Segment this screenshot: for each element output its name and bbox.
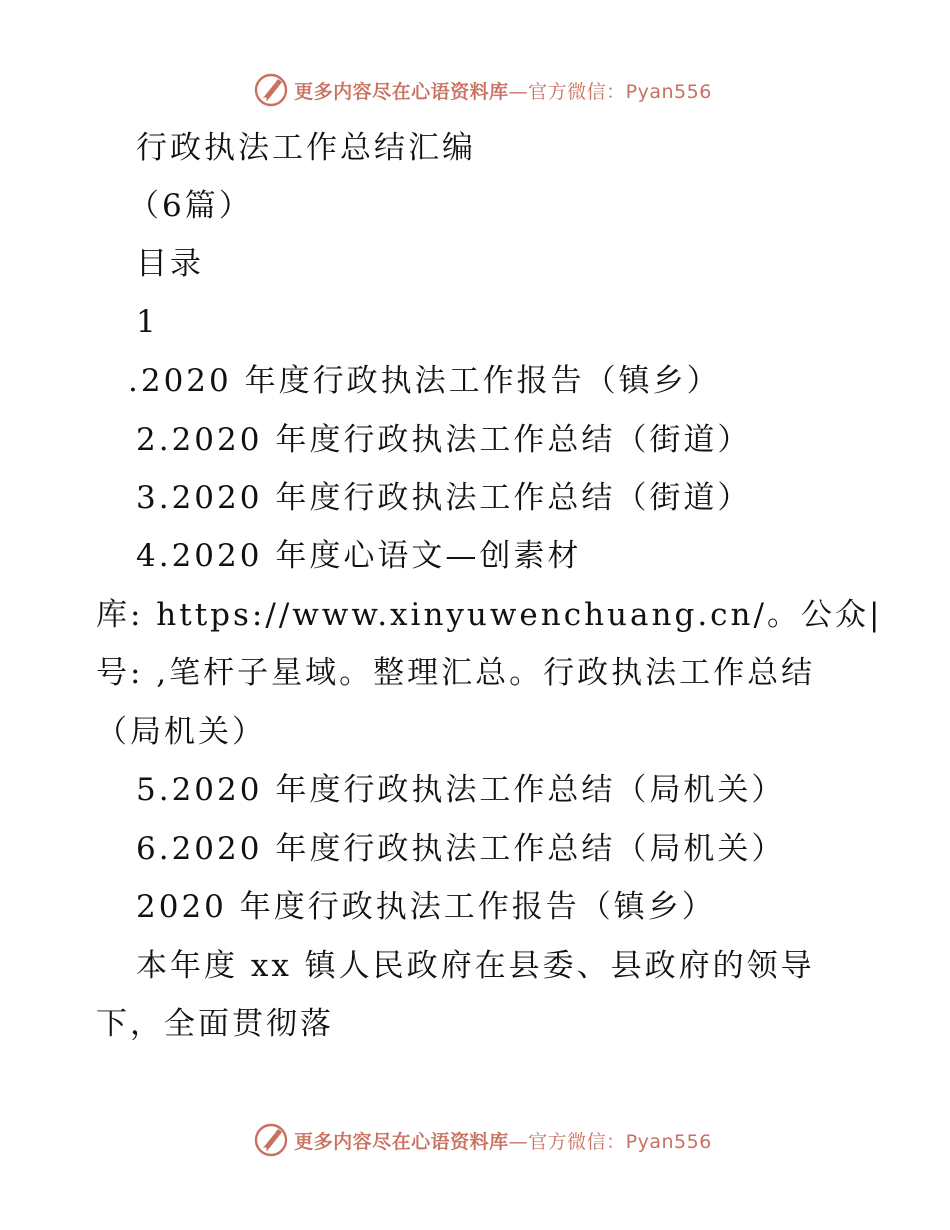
- banner-wechat-text: 官方微信：Pyan556: [528, 80, 712, 103]
- footer-banner: [0, 1120, 950, 1160]
- banner-main-text: 更多内容尽在心语资料库: [294, 80, 509, 103]
- banner-dash: —: [508, 1130, 529, 1153]
- banner-main-text: 更多内容尽在心语资料库: [294, 1130, 509, 1153]
- banner-wechat-text: 官方微信：Pyan556: [528, 1130, 712, 1153]
- pen-logo-icon: [254, 1123, 288, 1157]
- footer-banner-inner: [254, 1123, 712, 1157]
- paragraph-line-2: 下，全面贯彻落: [96, 1006, 334, 1042]
- toc-item-4-continued-3: （局机关）: [96, 714, 266, 750]
- toc-item-number: 1: [136, 304, 159, 340]
- footer-banner-text: [294, 1127, 712, 1154]
- toc-item-2: 2.2020 年度行政执法工作总结（街道）: [136, 422, 752, 458]
- toc-item-6: 6.2020 年度行政执法工作总结（局机关）: [136, 831, 786, 867]
- banner-dash: —: [508, 80, 529, 103]
- pen-logo-icon: [254, 73, 288, 107]
- toc-item-4-continued-1: 库: https://www.xinyuwenchuang.cn/。公众|: [96, 597, 883, 633]
- toc-heading: 目录: [136, 246, 204, 282]
- toc-item-1: .2020 年度行政执法工作报告（镇乡）: [128, 363, 721, 399]
- header-banner: [0, 70, 950, 110]
- toc-item-3: 3.2020 年度行政执法工作总结（街道）: [136, 480, 752, 516]
- document-title: 行政执法工作总结汇编: [136, 130, 476, 166]
- paragraph-line-1: 本年度 xx 镇人民政府在县委、县政府的领导: [136, 948, 815, 984]
- toc-item-5: 5.2020 年度行政执法工作总结（局机关）: [136, 772, 786, 808]
- toc-item-4: 4.2020 年度心语文—创素材: [136, 538, 582, 574]
- header-banner-text: [294, 77, 712, 104]
- document-subtitle: （6篇）: [128, 188, 253, 224]
- section-heading: 2020 年度行政执法工作报告（镇乡）: [136, 889, 716, 925]
- header-banner-inner: [254, 73, 712, 107]
- toc-item-4-continued-2: 号: ,笔杆子星域。整理汇总。行政执法工作总结: [96, 655, 816, 691]
